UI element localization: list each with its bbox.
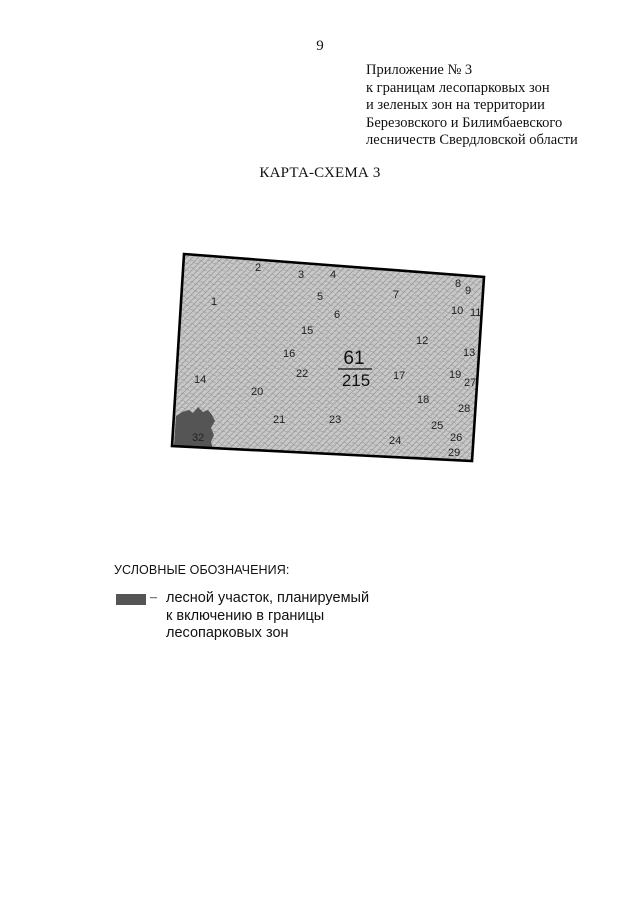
legend-line: к включению в границы <box>166 607 325 624</box>
parcel-label: 29 <box>448 447 461 459</box>
legend-line: лесной участок, планируемый <box>166 590 370 606</box>
parcel-label: 7 <box>393 289 400 301</box>
parcel-label: 11 <box>470 307 482 319</box>
parcel-label: 19 <box>449 369 462 381</box>
legend-dash: – <box>150 590 157 605</box>
legend-swatch <box>116 594 146 605</box>
legend-heading: УСЛОВНЫЕ ОБОЗНАЧЕНИЯ: <box>114 563 290 577</box>
page-number: 9 <box>316 38 324 54</box>
map-title: КАРТА-СХЕМА 3 <box>259 165 381 181</box>
parcel-label: 14 <box>194 374 207 386</box>
legend-line: лесопарковых зон <box>166 625 289 641</box>
quarter-number: 61 <box>343 348 365 369</box>
parcel-label: 15 <box>301 325 314 337</box>
parcel-label: 17 <box>393 370 406 382</box>
quarter-area: 215 <box>341 371 371 390</box>
parcel-label: 18 <box>417 394 430 406</box>
parcel-label: 25 <box>431 420 444 432</box>
parcel-label: 26 <box>450 432 463 444</box>
parcel-label: 32 <box>192 432 205 444</box>
parcel-label: 1 <box>211 296 218 308</box>
parcel-label: 20 <box>251 386 264 398</box>
parcel-label: 9 <box>465 285 472 297</box>
parcel-label: 22 <box>296 368 309 380</box>
parcel-label: 10 <box>451 305 464 317</box>
parcel-label: 6 <box>334 309 341 321</box>
parcel-label: 5 <box>317 291 324 303</box>
parcel-label: 24 <box>389 435 402 447</box>
appendix-line: лесничеств Свердловской области <box>366 132 578 148</box>
parcel-label: 4 <box>330 269 337 281</box>
appendix-line: и зеленых зон на территории <box>366 97 545 113</box>
parcel-label: 16 <box>283 348 296 360</box>
appendix-line: Березовского и Билимбаевского <box>366 114 563 131</box>
parcel-label: 23 <box>329 414 342 426</box>
parcel-label: 13 <box>463 347 476 359</box>
parcel-label: 28 <box>458 403 471 415</box>
appendix-line: к границам лесопарковых зон <box>366 79 550 96</box>
parcel-label: 27 <box>464 377 477 389</box>
parcel-label: 3 <box>298 269 305 281</box>
parcel-label: 8 <box>455 278 462 290</box>
appendix-line: Приложение № 3 <box>366 62 473 78</box>
parcel-label: 21 <box>273 414 286 426</box>
parcel-label: 12 <box>416 335 429 347</box>
parcel-label: 2 <box>255 262 262 274</box>
legend-description <box>166 590 426 643</box>
